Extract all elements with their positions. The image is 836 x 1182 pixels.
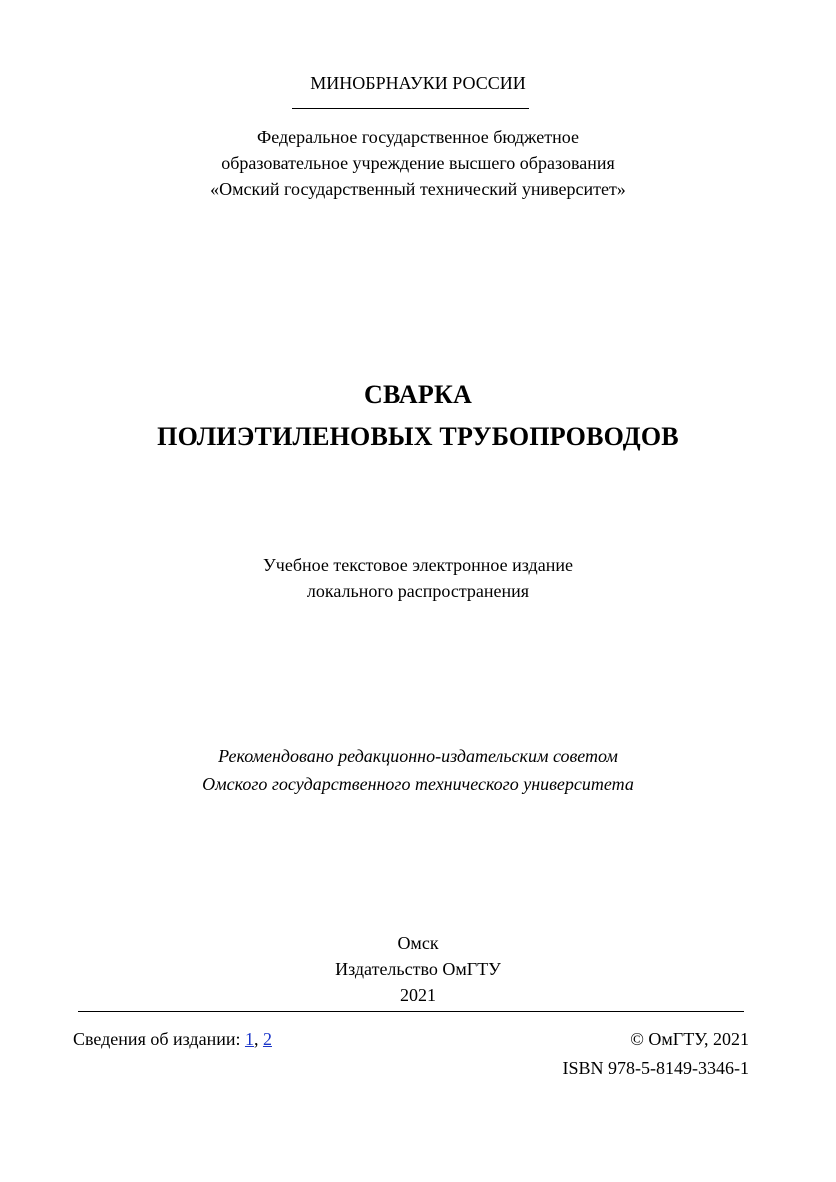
document-title — [0, 374, 836, 458]
title-line-1: СВАРКА — [364, 380, 472, 409]
footer-divider — [78, 1011, 744, 1012]
edition-type — [0, 552, 836, 604]
imprint-year: 2021 — [400, 985, 436, 1005]
edition-info — [73, 1027, 272, 1051]
institution-block — [0, 124, 836, 202]
institution-line-1: Федеральное государственное бюджетное — [257, 127, 579, 147]
ministry-name: МИНОБРНАУКИ РОССИИ — [310, 73, 526, 93]
recommendation-note — [0, 742, 836, 798]
recommendation-line-1: Рекомендовано редакционно-издательским советом — [218, 746, 618, 766]
edition-info-label: Сведения об издании: — [73, 1029, 241, 1049]
edition-type-line-2: локального распространения — [306, 581, 530, 601]
edition-info-separator: , — [253, 1029, 259, 1049]
edition-type-line-1: Учебное текстовое электронное издание — [263, 555, 573, 575]
edition-info-link-2[interactable]: 2 — [262, 1029, 272, 1049]
edition-info-link-1[interactable]: 1 — [244, 1029, 254, 1049]
copyright-notice: © ОмГТУ, 2021 — [630, 1029, 749, 1049]
ministry-heading — [0, 71, 836, 95]
institution-line-3: «Омский государственный технический университет» — [210, 179, 626, 199]
recommendation-line-2: Омского государственного технического университета — [202, 774, 634, 794]
imprint-publisher: Издательство ОмГТУ — [335, 959, 501, 979]
isbn-number: ISBN 978-5-8149-3346-1 — [562, 1058, 749, 1078]
title-line-2: ПОЛИЭТИЛЕНОВЫХ ТРУБОПРОВОДОВ — [157, 422, 679, 451]
ministry-divider — [292, 108, 529, 109]
imprint-block — [0, 930, 836, 1008]
imprint-city: Омск — [397, 933, 439, 953]
institution-line-2: образовательное учреждение высшего образования — [221, 153, 615, 173]
